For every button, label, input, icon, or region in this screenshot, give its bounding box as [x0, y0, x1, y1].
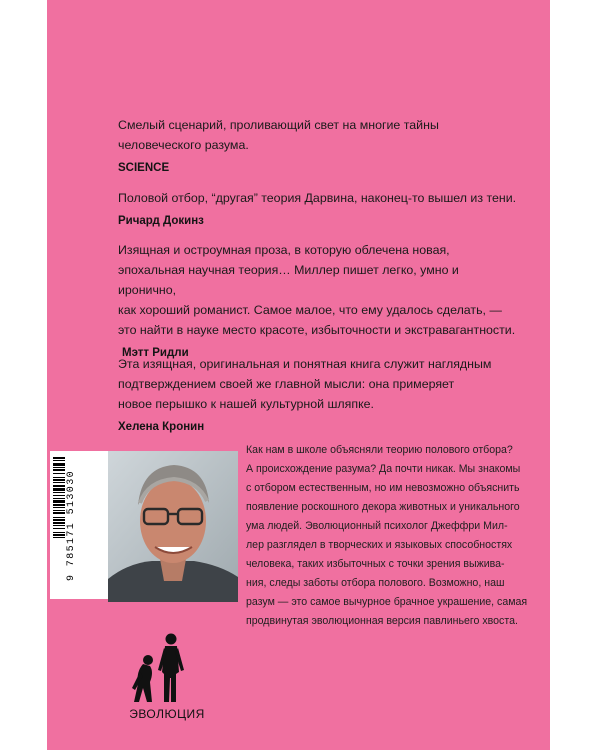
barcode-bar — [53, 488, 65, 491]
barcode-bar — [53, 537, 65, 538]
barcode-bar — [53, 528, 65, 529]
quote-author: Мэтт Ридли — [122, 347, 189, 359]
barcode-bar — [53, 525, 65, 526]
barcode-bar — [53, 519, 65, 521]
quote-author: Хелена Кронин — [118, 421, 205, 433]
barcode-bar — [53, 532, 65, 533]
barcode-bar — [53, 479, 65, 481]
barcode-bar — [53, 517, 65, 518]
barcode-bar — [53, 482, 65, 483]
barcode-bar — [53, 477, 65, 478]
barcode-bar — [53, 495, 65, 496]
barcode-bar — [53, 485, 65, 487]
barcode-bar — [53, 473, 65, 474]
quote-text: Половой отбор, “другая” теория Дарвина, наконец-то вышел из тени. — [118, 191, 517, 205]
barcode — [50, 451, 108, 599]
description-text: Как нам в школе объясняли теорию полового отбора? А происхождение разума? Да почти никак. Мы знакомы с отбором естественным, но им невозможно объяснить появление роскошного декора животных и уникального ума людей. Эволюционный психолог Джеффри Мил- лер разглядел в творческих и языковых способностях человека, таких избыточных с точки зрения выжива- ния, следы заботы отбора полового. Возможно, наш разум — это самое вычурное брачное украшение, самая продвинутая эволюционная версия павлиньего хвоста. — [246, 444, 528, 627]
barcode-digits: 9 785171 513030 — [66, 469, 77, 581]
barcode-bar — [53, 504, 65, 506]
series-label: ЭВОЛЮЦИЯ — [129, 707, 205, 721]
barcode-bar — [53, 522, 65, 524]
barcode-bar — [53, 463, 65, 466]
barcode-bar — [53, 467, 65, 468]
author-photo — [108, 451, 238, 602]
barcode-icon — [53, 457, 67, 593]
barcode-bar — [53, 492, 65, 493]
barcode-bar — [53, 460, 65, 461]
quote-author: Ричард Докинз — [118, 215, 204, 227]
barcode-bar — [53, 469, 65, 471]
barcode-bar — [53, 507, 65, 508]
barcode-bar — [53, 500, 65, 503]
quote-text: Смелый сценарий, проливающий свет на многие тайны человеческого разума. — [118, 118, 439, 152]
barcode-bar — [53, 512, 65, 514]
quote-dawkins — [118, 188, 518, 231]
quote-author: SCIENCE — [118, 162, 170, 174]
quote-text: Эта изящная, оригинальная и понятная книга служит наглядным подтверждением своей же главной мысли: она примеряет новое перышко к нашей культурной шляпке. — [118, 357, 492, 411]
quote-text: Изящная и остроумная проза, в которую облечена новая, эпохальная научная теория… Миллер пишет легко, умно и иронично, как хороший романист. Самое малое, что ему удалось сделать, — это найти в науке место красоте, избыточности и экстравагантности. — [118, 243, 516, 337]
barcode-bar — [53, 457, 65, 459]
book-description — [246, 441, 534, 631]
barcode-bar — [53, 510, 65, 511]
quote-science — [118, 115, 518, 178]
quote-ridley — [118, 240, 518, 363]
barcode-bar — [53, 534, 65, 536]
quote-cronin — [118, 354, 518, 437]
barcode-bar — [53, 498, 65, 499]
